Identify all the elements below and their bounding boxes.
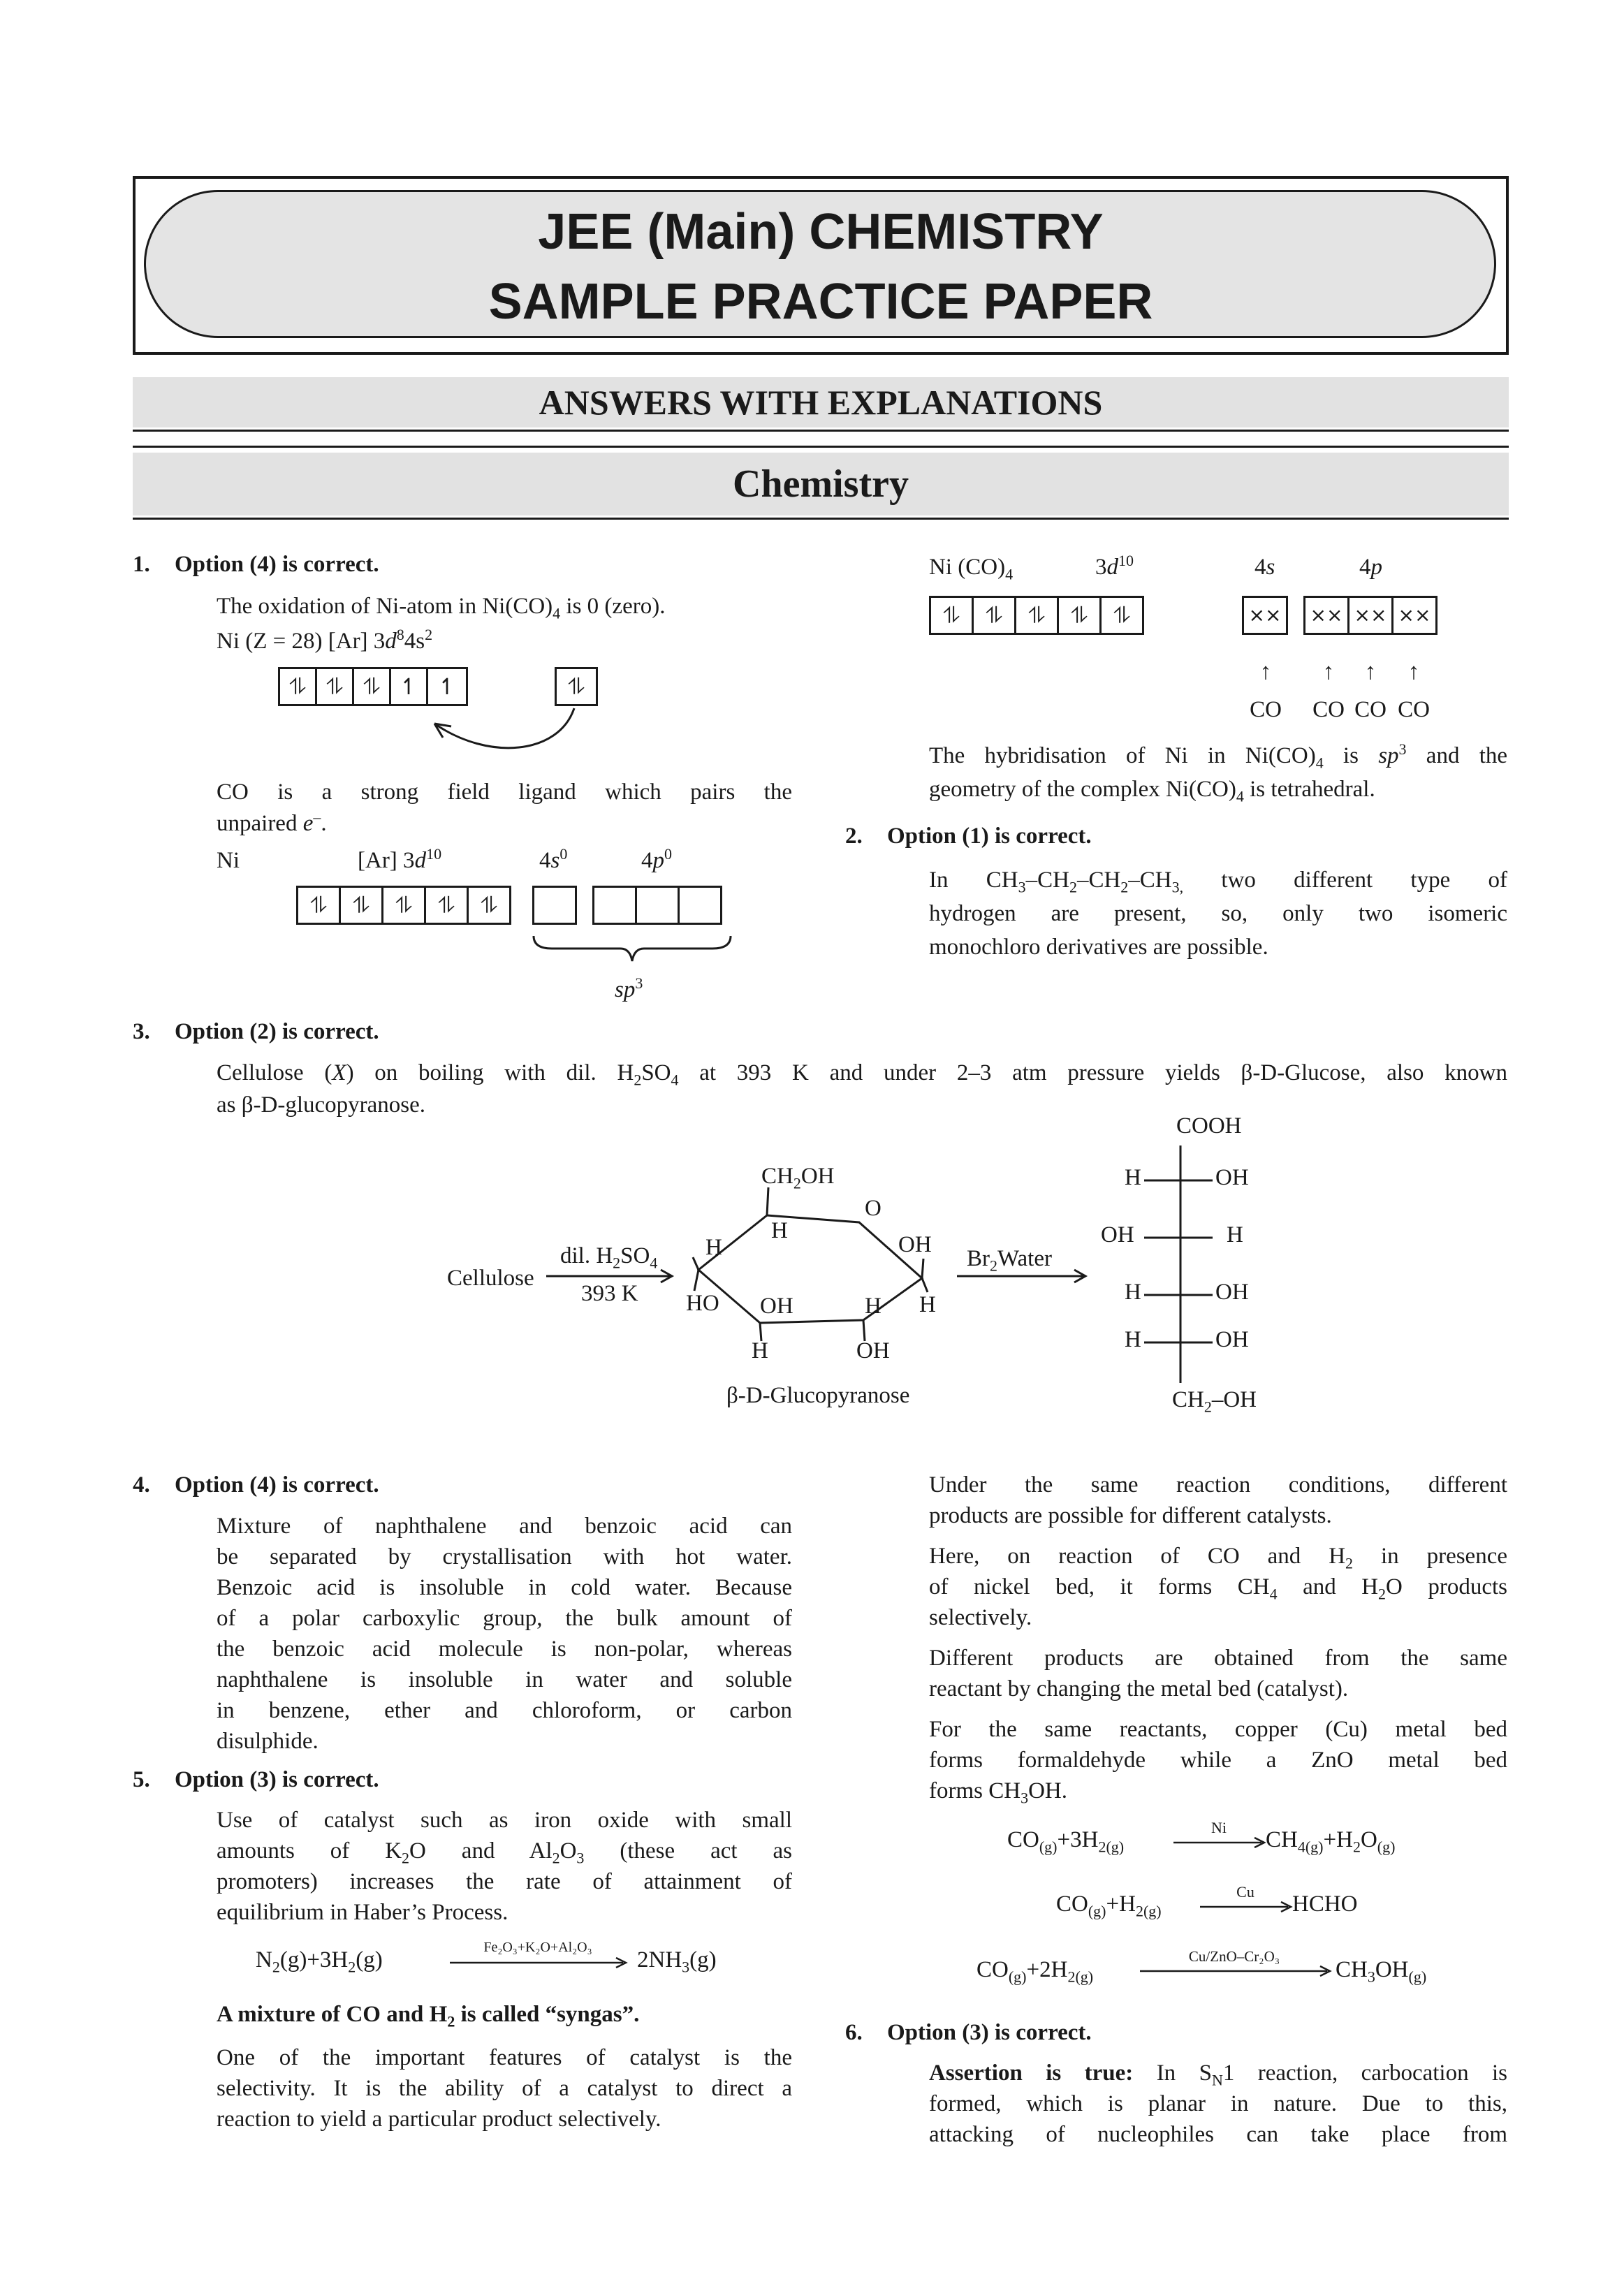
orbital-box: [635, 886, 680, 925]
text-line: For the same reactants, copper (Cu) metal bed: [929, 1717, 1507, 1742]
text-line: hydrogen are present, so, only two isomeric: [929, 901, 1507, 926]
h-label: H: [771, 1218, 788, 1243]
paper-title-line-2: SAMPLE PRACTICE PAPER: [488, 274, 1153, 330]
text-line: Cellulose (X) on boiling with dil. $H_2SO_4$ at 393 K and under 2–3 atm pressure yields β-D-Glucose, also known: [217, 1060, 1507, 1089]
question-number: 3.: [133, 1019, 150, 1044]
orbital-box: ××: [1303, 596, 1349, 635]
cu-catalyst: Cu: [1236, 1883, 1254, 1901]
ar-3d10-label: [Ar] $3d^{10}$: [358, 845, 442, 873]
up-arrow-icon: ↑: [1407, 659, 1420, 685]
text-line: products are possible for different catalysts.: [929, 1503, 1332, 1528]
oh-label: OH: [1215, 1327, 1249, 1352]
question-number: 1.: [133, 552, 150, 577]
oh-label: OH: [856, 1338, 890, 1363]
question-number: 2.: [845, 823, 863, 849]
text-line: Mixture of naphthalene and benzoic acid can: [217, 1514, 792, 1539]
complex-4p-orbitals: [1303, 596, 1438, 635]
orbital-box: [678, 886, 722, 925]
pairing-arrow-icon: [419, 705, 587, 768]
text-line: of nickel bed, it forms $CH_4$ and $H_2O$ products: [929, 1574, 1508, 1603]
rule: [133, 430, 1509, 432]
text-line: Under the same reaction conditions, different: [929, 1472, 1507, 1498]
oh-label: OH: [760, 1294, 793, 1319]
electron-configuration: Ni (Z = 28) [Ar] $3d^84s^2$: [217, 626, 433, 654]
orbital-box: ⥮: [972, 596, 1016, 635]
orbital-box: ⥮: [381, 886, 426, 925]
text-line: One of the important features of catalyst is the: [217, 2045, 792, 2070]
text-line: selectively.: [929, 1605, 1032, 1630]
ni-label: Ni: [217, 848, 240, 873]
h-label: H: [1125, 1280, 1141, 1305]
text-line: In $CH_3-CH_2-CH_2-CH_{3,}$ two different type of: [929, 868, 1507, 896]
orbital-box: ××: [1242, 596, 1288, 635]
orbital-box: ↿: [389, 667, 428, 706]
complex-4s-orbital: [1242, 596, 1288, 635]
orbital-box: ⥮: [424, 886, 469, 925]
ch2-oh-label: $CH_2-OH$: [1172, 1387, 1257, 1416]
text-line: The hybridisation of Ni in $Ni(CO)_4$ is $sp^3$ and the: [929, 740, 1508, 772]
text-line: CO is a strong field ligand which pairs the: [217, 779, 792, 805]
text-line: Benzoic acid is insoluble in cold water. Because: [217, 1575, 792, 1600]
text-line: The oxidation of Ni-atom in $Ni(CO)_4$ is 0 (zero).: [217, 594, 666, 622]
syngas-heading: A mixture of CO and $H_2$ is called “syngas”.: [217, 2002, 640, 2030]
up-arrow-icon: ↑: [1322, 659, 1335, 685]
orbital-box: ⥮: [467, 886, 511, 925]
orbital-box: ⥮: [1057, 596, 1102, 635]
complex-3d-orbitals: [929, 596, 1144, 635]
reaction-arrow-icon: [1140, 1964, 1337, 1978]
text-line: forms $CH_3OH$.: [929, 1778, 1068, 1807]
question-number: 4.: [133, 1472, 150, 1498]
ch2oh-label: $CH_2OH$: [761, 1164, 835, 1192]
4s-label: 4s: [1254, 555, 1275, 580]
text-line: as β-D-glucopyranose.: [217, 1092, 426, 1118]
reagent-label: dil. $H_2SO_4$: [560, 1243, 658, 1272]
ni-catalyst: Ni: [1211, 1819, 1227, 1836]
up-arrow-icon: ↑: [1364, 659, 1377, 685]
4s0-label: $4s^0$: [539, 845, 568, 873]
orbital-box: [592, 886, 637, 925]
section-band-answers: ANSWERS WITH EXPLANATIONS: [133, 377, 1509, 427]
paper-title-line-1: JEE (Main) CHEMISTRY: [538, 204, 1104, 260]
3d10-label: $3d^{10}$: [1095, 552, 1134, 580]
empty-4p-orbitals: [592, 886, 722, 925]
orbital-box: ⥮: [929, 596, 974, 635]
sp3-brace-icon: [531, 933, 733, 968]
text-line: Use of catalyst such as iron oxide with small: [217, 1808, 792, 1833]
orbital-box: ⥮: [296, 886, 341, 925]
haber-equation-right: $2NH_3(g)$: [637, 1947, 717, 1976]
text-line: equilibrium in Haber’s Process.: [217, 1900, 509, 1925]
reaction-cu-right: HCHO: [1292, 1891, 1358, 1917]
h-label: H: [919, 1292, 936, 1317]
reaction-arrow-icon: [1173, 1836, 1271, 1850]
orbital-box: ⥮: [1099, 596, 1144, 635]
question-number: 5.: [133, 1767, 150, 1792]
empty-4s-orbital: [532, 886, 577, 925]
h-label: H: [865, 1294, 882, 1319]
co-label: CO: [1398, 697, 1430, 722]
haber-catalyst: Fe₂O₃+K₂O+Al₂O₃: [483, 1940, 592, 1955]
text-line: unpaired e–.: [217, 808, 327, 836]
cu-zno-catalyst: Cu/ZnO–Cr₂O₃: [1188, 1948, 1280, 1965]
co-label: CO: [1354, 697, 1387, 722]
scheme-bonds: [440, 1111, 1453, 1432]
co-label: CO: [1312, 697, 1345, 722]
text-line: reactant by changing the metal bed (catalyst).: [929, 1676, 1349, 1701]
excited-3d-orbitals: [296, 886, 511, 925]
text-line: naphthalene is insoluble in water and soluble: [217, 1667, 792, 1692]
reaction-zno-left: $CO_{(g)}+2H_{2(g)}$: [976, 1957, 1094, 1986]
orbital-box: ↿: [426, 667, 468, 706]
up-arrow-icon: ↑: [1259, 659, 1272, 685]
h-label: H: [1125, 1165, 1141, 1190]
oh-label: OH: [898, 1232, 932, 1257]
glucose-reaction-scheme: [440, 1111, 1453, 1432]
orbital-box: ××: [1347, 596, 1393, 635]
4p0-label: $4p^0$: [641, 845, 672, 873]
orbital-box: [532, 886, 577, 925]
text-line: geometry of the complex $Ni(CO)_4$ is tetrahedral.: [929, 777, 1375, 805]
text-line: of a polar carboxylic group, the bulk amount of: [217, 1606, 792, 1631]
text-line: monochloro derivatives are possible.: [929, 935, 1268, 960]
text-line: Assertion is true: In $S_N1$ reaction, carbocation is: [929, 2060, 1507, 2089]
question-number: 6.: [845, 2020, 863, 2045]
reaction-arrow-icon: [1200, 1900, 1298, 1914]
ring-oxygen-label: O: [865, 1196, 882, 1221]
text-line: selectivity. It is the ability of a catalyst to direct a: [217, 2076, 792, 2101]
orbital-box: ××: [1391, 596, 1438, 635]
ho-label: HO: [686, 1291, 719, 1316]
text-line: formed, which is planar in nature. Due to this,: [929, 2091, 1507, 2116]
text-line: Different products are obtained from the same: [929, 1646, 1507, 1671]
orbital-box: ⥮: [555, 667, 598, 706]
orbital-box: ⥮: [339, 886, 383, 925]
text-line: disulphide.: [217, 1729, 319, 1754]
haber-equation-left: $N_2(g)+3H_2(g)$: [256, 1947, 383, 1976]
text-line: forms formaldehyde while a ZnO metal bed: [929, 1748, 1507, 1773]
sp3-label: $sp^3$: [615, 974, 643, 1002]
answer-option: Option (3) is correct.: [887, 2020, 1092, 2045]
orbital-box: ⥮: [1014, 596, 1059, 635]
oh-label: OH: [1215, 1165, 1249, 1190]
rule: [133, 446, 1509, 448]
answer-option: Option (2) is correct.: [175, 1019, 379, 1044]
reaction-arrow-icon: [450, 1956, 633, 1970]
reaction-cu-left: $CO_{(g)}+H_{2(g)}$: [1056, 1891, 1162, 1920]
temperature-label: 393 K: [581, 1281, 638, 1306]
text-line: Here, on reaction of CO and $H_2$ in presence: [929, 1544, 1507, 1572]
reaction-ni-left: $CO_{(g)}+3H_{2(g)}$: [1007, 1827, 1125, 1856]
cellulose-label: Cellulose: [447, 1266, 534, 1291]
text-line: attacking of nucleophiles can take place from: [929, 2122, 1507, 2147]
h-label: H: [705, 1235, 722, 1260]
text-line: promoters) increases the rate of attainment of: [217, 1869, 792, 1894]
h-label: H: [1125, 1327, 1141, 1352]
ground-4s-orbital: [555, 667, 598, 706]
answer-option: Option (1) is correct.: [887, 823, 1092, 849]
co-label: CO: [1250, 697, 1282, 722]
orbital-box: ⥮: [315, 667, 354, 706]
text-line: amounts of $K_2O$ and $Al_2O_3$ (these act as: [217, 1838, 792, 1867]
answer-option: Option (4) is correct.: [175, 1472, 379, 1498]
text-line: be separated by crystallisation with hot water.: [217, 1544, 792, 1569]
answer-option: Option (3) is correct.: [175, 1767, 379, 1792]
orbital-box: ⥮: [278, 667, 317, 706]
text-line: the benzoic acid molecule is non-polar, whereas: [217, 1637, 792, 1662]
rule: [133, 518, 1509, 520]
oh-label: OH: [1215, 1280, 1249, 1305]
answer-option: Option (4) is correct.: [175, 552, 379, 577]
h-label: H: [752, 1338, 768, 1363]
ni-co4-label: Ni $(CO)_4$: [929, 555, 1014, 583]
orbital-box: ⥮: [352, 667, 391, 706]
text-line: reaction to yield a particular product selectively.: [217, 2107, 661, 2132]
glucopyranose-label: β-D-Glucopyranose: [726, 1383, 910, 1408]
4p-label: 4p: [1359, 555, 1382, 580]
cooh-label: COOH: [1176, 1113, 1242, 1139]
reaction-zno-right: $CH_3OH_{(g)}$: [1336, 1957, 1427, 1986]
oh-label: OH: [1101, 1222, 1134, 1247]
bromine-water-label: $Br_2Water$: [967, 1246, 1052, 1275]
section-band-chemistry: Chemistry: [133, 453, 1509, 515]
ground-3d-orbitals: [278, 667, 468, 706]
h-label: H: [1227, 1222, 1243, 1247]
reaction-ni-right: $CH_{4(g)}+H_2O_{(g)}$: [1266, 1827, 1396, 1856]
text-line: in benzene, ether and chloroform, or carbon: [217, 1698, 792, 1723]
